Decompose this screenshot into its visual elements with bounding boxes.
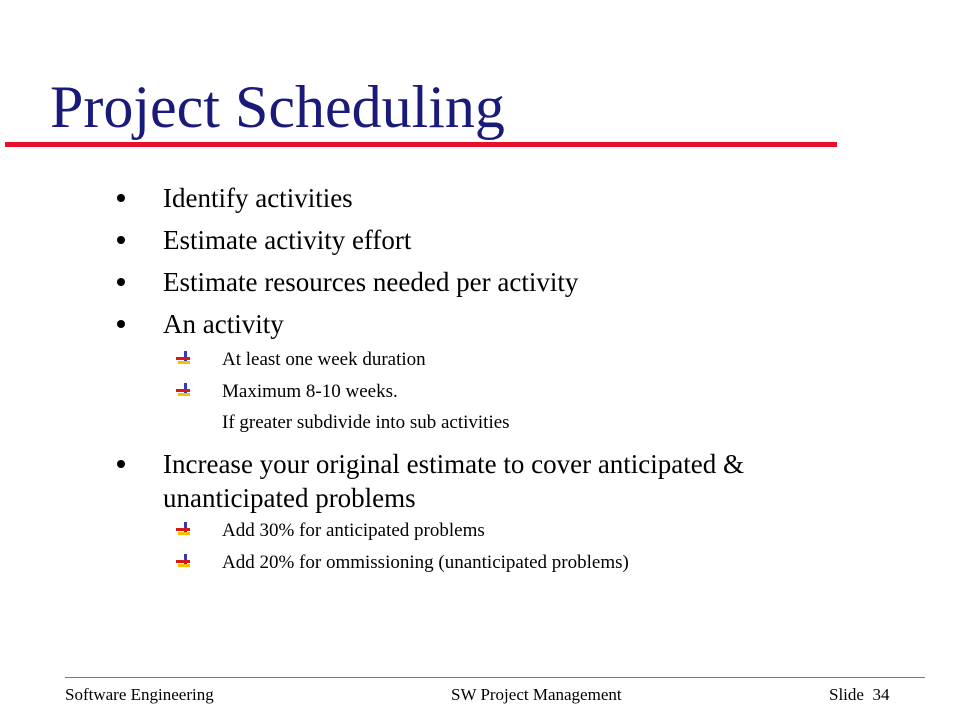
- ticked-bullet-icon: [175, 350, 191, 366]
- bullet-text: An activity: [163, 309, 284, 339]
- bullet-item: [163, 181, 903, 215]
- bullet-text: Increase your original estimate to cover anticipated &: [163, 449, 745, 479]
- sub-bullet-text: Maximum 8-10 weeks.: [222, 381, 398, 402]
- bullet-text: Estimate resources needed per activity: [163, 267, 579, 297]
- bullet-text: unanticipated problems: [163, 483, 416, 513]
- bullet-item: [163, 223, 903, 257]
- bullet-dot-icon: [117, 320, 125, 328]
- bullet-continuation: [163, 481, 903, 515]
- slide-label: Slide: [829, 685, 864, 704]
- title-underline: [5, 142, 837, 147]
- sub-bullet-item: [222, 380, 398, 404]
- sub-bullet-text: If greater subdivide into sub activities: [222, 412, 510, 433]
- sub-bullet-continuation: [222, 411, 510, 435]
- footer-course-name: Software Engineering: [65, 685, 214, 704]
- slide-title: Project Scheduling: [50, 74, 505, 140]
- ticked-bullet-icon: [175, 382, 191, 398]
- bullet-item: [163, 307, 903, 341]
- bullet-text: Estimate activity effort: [163, 225, 412, 255]
- sub-bullet-item: [222, 348, 426, 372]
- bullet-dot-icon: [117, 236, 125, 244]
- sub-bullet-item: [222, 551, 629, 575]
- sub-bullet-item: [222, 519, 485, 543]
- footer-slide-number: [829, 684, 889, 706]
- slide-number: 34: [872, 685, 890, 704]
- bullet-dot-icon: [117, 278, 125, 286]
- sub-bullet-text: At least one week duration: [222, 349, 426, 370]
- footer-topic: SW Project Management: [451, 685, 622, 704]
- bullet-dot-icon: [117, 194, 125, 202]
- ticked-bullet-icon: [175, 553, 191, 569]
- bullet-item: [163, 447, 903, 481]
- bullet-text: Identify activities: [163, 183, 353, 213]
- ticked-bullet-icon: [175, 521, 191, 537]
- bullet-item: [163, 265, 903, 299]
- footer-divider: [65, 677, 925, 678]
- sub-bullet-text: Add 20% for ommissioning (unanticipated problems): [222, 552, 629, 573]
- sub-bullet-text: Add 30% for anticipated problems: [222, 520, 485, 541]
- bullet-dot-icon: [117, 460, 125, 468]
